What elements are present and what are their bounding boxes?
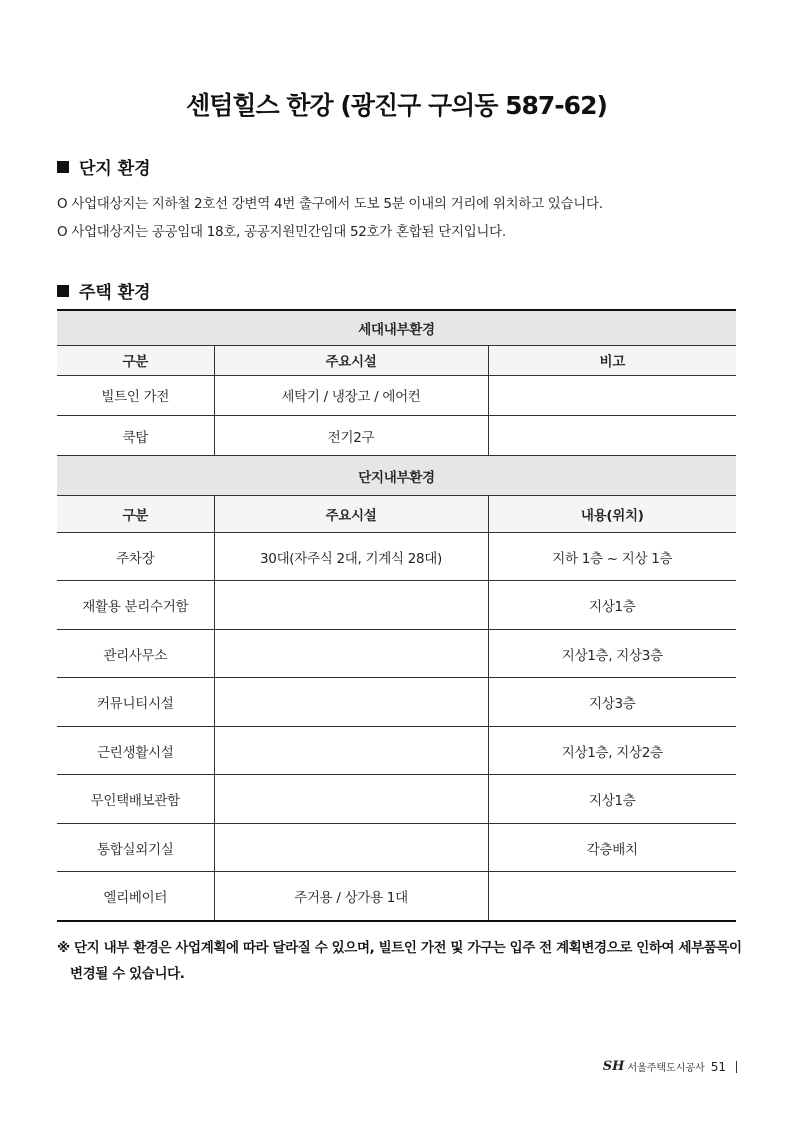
table-row [57, 630, 736, 678]
cell-facility: 전기2구 [214, 415, 488, 456]
cell-facility [214, 630, 488, 678]
line-text: 사업대상지는 지하철 2호선 강변역 4번 출구에서 도보 5분 이내의 거리에 위치하고 있습니다. [71, 196, 603, 212]
cell-facility: 30대(자주식 2대, 기계식 28대) [214, 533, 488, 581]
cell-category: 관리사무소 [57, 630, 214, 678]
cell-location: 각층배치 [488, 824, 736, 872]
cell-category: 무인택배보관함 [57, 775, 214, 824]
circle-bullet: O [57, 196, 68, 212]
table-row [57, 824, 736, 872]
section-heading-text: 단지 환경 [79, 159, 151, 179]
cell-location: 지상3층 [488, 678, 736, 727]
table-row [57, 872, 736, 921]
cell-location: 지상1층, 지상2층 [488, 727, 736, 775]
cell-facility [214, 727, 488, 775]
square-bullet-icon [57, 161, 69, 173]
cell-category: 통합실외기실 [57, 824, 214, 872]
org-name: 서울주택도시공사 [627, 1063, 705, 1074]
cell-category: 엘리베이터 [57, 872, 214, 921]
table-row [57, 375, 736, 415]
table-header-row [57, 496, 736, 533]
cell-facility [214, 775, 488, 824]
complex-line-2 [57, 220, 506, 240]
cell-location: 지상1층, 지상3층 [488, 630, 736, 678]
section-heading-text: 주택 환경 [79, 283, 151, 303]
table-row [57, 727, 736, 775]
footnote [57, 935, 747, 987]
page-number: 51 [710, 1059, 726, 1074]
section-heading-complex [57, 154, 151, 179]
band-cell: 세대내부환경 [57, 310, 736, 345]
table-band-row [57, 310, 736, 345]
cell-location: 지상1층 [488, 581, 736, 630]
cell-facility: 세탁기 / 냉장고 / 에어컨 [214, 375, 488, 415]
header-cell: 구분 [57, 496, 214, 533]
footnote-line-1: ※ 단지 내부 환경은 사업계획에 따라 달라질 수 있으며, 빌트인 가전 및 가구는 입주 전 계획변경으로 인하여 세부품목이 [57, 940, 742, 956]
page-title: 센텀힐스 한강 (광진구 구의동 587-62) [186, 91, 607, 120]
complex-line-1 [57, 192, 603, 212]
cell-facility [214, 824, 488, 872]
complex-interior-table [57, 455, 736, 922]
page-footer [603, 1059, 737, 1074]
cell-category: 빌트인 가전 [57, 375, 214, 415]
cell-location [488, 872, 736, 921]
header-cell: 주요시설 [214, 496, 488, 533]
footer-divider [736, 1061, 737, 1073]
cell-facility [214, 678, 488, 727]
line-text: 사업대상지는 공공임대 18호, 공공지원민간임대 52호가 혼합된 단지입니다. [71, 224, 506, 240]
header-cell: 주요시설 [214, 345, 488, 375]
cell-category: 커뮤니티시설 [57, 678, 214, 727]
table-row [57, 533, 736, 581]
cell-category: 근린생활시설 [57, 727, 214, 775]
cell-location: 지상1층 [488, 775, 736, 824]
cell-facility: 주거용 / 상가용 1대 [214, 872, 488, 921]
footnote-line-2: 변경될 수 있습니다. [70, 966, 185, 982]
square-bullet-icon [57, 285, 69, 297]
header-cell: 비고 [488, 345, 736, 375]
cell-note [488, 415, 736, 456]
cell-note [488, 375, 736, 415]
cell-category: 재활용 분리수거함 [57, 581, 214, 630]
header-cell: 구분 [57, 345, 214, 375]
cell-facility [214, 581, 488, 630]
table-band-row [57, 456, 736, 496]
table-row [57, 775, 736, 824]
header-cell: 내용(위치) [488, 496, 736, 533]
table-row [57, 678, 736, 727]
band-cell: 단지내부환경 [57, 456, 736, 496]
cell-location: 지하 1층 ~ 지상 1층 [488, 533, 736, 581]
unit-interior-table [57, 309, 736, 457]
cell-category: 쿡탑 [57, 415, 214, 456]
table-row [57, 581, 736, 630]
sh-logo-icon: SH [602, 1059, 625, 1074]
cell-category: 주차장 [57, 533, 214, 581]
table-row [57, 415, 736, 456]
section-heading-housing [57, 278, 151, 303]
table-header-row [57, 345, 736, 375]
circle-bullet: O [57, 224, 68, 240]
